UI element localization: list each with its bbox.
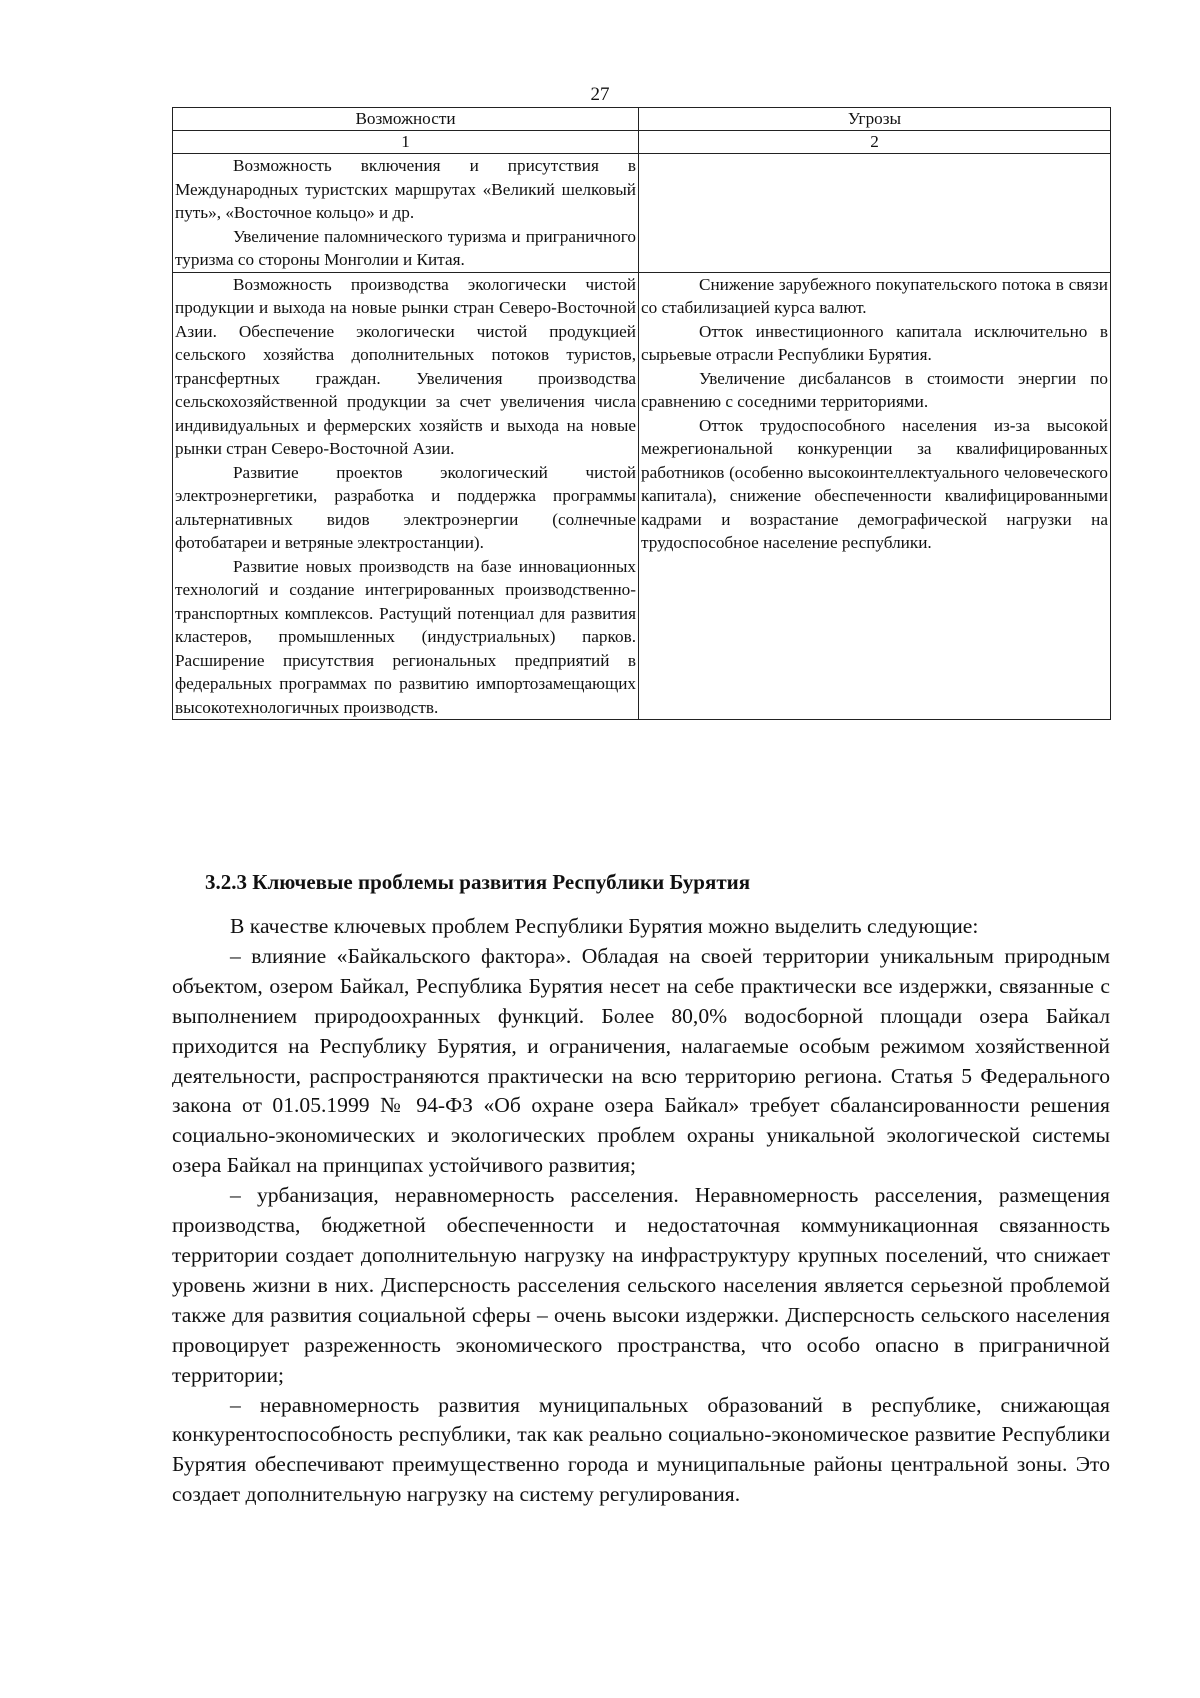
- problem-paragraph: – урбанизация, неравномерность расселения. Неравномерность расселения, размещения производства, бюджетной обеспеченности и недостаточная коммуникационная связанность территории создает дополнительную нагрузку на инфраструктуру крупных поселений, что снижает уровень жизни в них. Дисперсность расселения сельского населения является серьезной проблемой также для развития социальной сферы – очень высоки издержки. Дисперсность сельского населения провоцирует разреженность экономического пространства, что особо опасно в приграничной территории;: [172, 1183, 1110, 1387]
- problem-paragraph: – влияние «Байкальского фактора». Обладая на своей территории уникальным природным объектом, озером Байкал, Республика Бурятия несет на себе практически все издержки, связанные с выполнением природоохранных функций. Более 80,0% водосборной площади озера Байкал приходится на Республику Бурятия, и ограничения, налагаемые особым режимом хозяйственной деятельности, распространяются практически на всю территорию региона. Статья 5 Федерального закона от 01.05.1999 № 94-ФЗ «Об охране озера Байкал» требует сбалансированности решения социально-экономических и экологических проблем охраны уникальной экологической системы озера Байкал на принципах устойчивого развития;: [172, 943, 1110, 1178]
- threat-item: Увеличение дисбалансов в стоимости энергии по сравнению с соседними территориями.: [641, 368, 1108, 411]
- swot-table: [172, 107, 1111, 720]
- threat-item: Снижение зарубежного покупательского потока в связи со стабилизацией курса валют.: [641, 274, 1108, 317]
- opportunities-cell: [173, 272, 639, 720]
- threats-cell: [639, 272, 1111, 720]
- page-number: 27: [590, 84, 610, 105]
- problem-paragraph: – неравномерность развития муниципальных образований в республике, снижающая конкурентоспособность республики, так как реально социально-экономическое развитие Республики Бурятия обеспечивают преимущественно города и муниципальные районы центральной зоны. Это создает дополнительную нагрузку на систему регулирования.: [172, 1392, 1110, 1507]
- section-heading: 3.2.3 Ключевые проблемы развития Республики Бурятия: [205, 870, 751, 894]
- header-threats: Угрозы: [639, 108, 1111, 131]
- opportunity-item: Развитие проектов экологический чистой электроэнергетики, разработка и поддержка программы альтернативных видов электроэнергии (солнечные фотобатареи и ветряные электростанции).: [175, 462, 636, 552]
- table-row: [173, 272, 1111, 720]
- opportunity-item: Увеличение паломнического туризма и приграничного туризма со стороны Монголии и Китая.: [175, 226, 636, 269]
- opportunity-item: Возможность производства экологически чистой продукции и выхода на новые рынки стран Северо-Восточной Азии. Обеспечение экологически чистой продукцией сельского хозяйства дополнительных потоков туристов, трансфертных граждан. Увеличения производства сельскохозяйственной продукции за счет увеличения числа индивидуальных и фермерских хозяйств и выхода на новые рынки стран Северо-Восточной Азии.: [175, 274, 636, 458]
- threat-item: Отток трудоспособного населения из-за высокой межрегиональной конкуренции за квалифицированных работников (особенно высокоинтеллектуального человеческого капитала), снижение обеспеченности квалифицированными кадрами и возрастание демографической нагрузки на трудоспособное население республики.: [641, 415, 1108, 552]
- intro-paragraph: В качестве ключевых проблем Республики Бурятия можно выделить следующие:: [230, 914, 979, 938]
- column-number-1: 1: [173, 131, 639, 154]
- opportunity-item: Возможность включения и присутствия в Международных туристских маршрутах «Великий шелковый путь», «Восточное кольцо» и др.: [175, 156, 636, 222]
- table-row: [173, 154, 1111, 273]
- table-column-number-row: [173, 131, 1111, 154]
- header-opportunities: Возможности: [173, 108, 639, 131]
- opportunity-item: Развитие новых производств на базе инновационных технологий и создание интегрированных производственно-транспортных комплексов. Растущий потенциал для развития кластеров, промышленных (индустриальных) парков. Расширение присутствия региональных предприятий в федеральных программах по развитию импортозамещающих высокотехнологичных производств.: [175, 556, 636, 717]
- section-body: [172, 912, 1110, 1510]
- threats-cell-empty: [639, 154, 1111, 273]
- threat-item: Отток инвестиционного капитала исключительно в сырьевые отрасли Республики Бурятия.: [641, 321, 1108, 364]
- table-header-row: [173, 108, 1111, 131]
- opportunities-cell: [173, 154, 639, 273]
- column-number-2: 2: [639, 131, 1111, 154]
